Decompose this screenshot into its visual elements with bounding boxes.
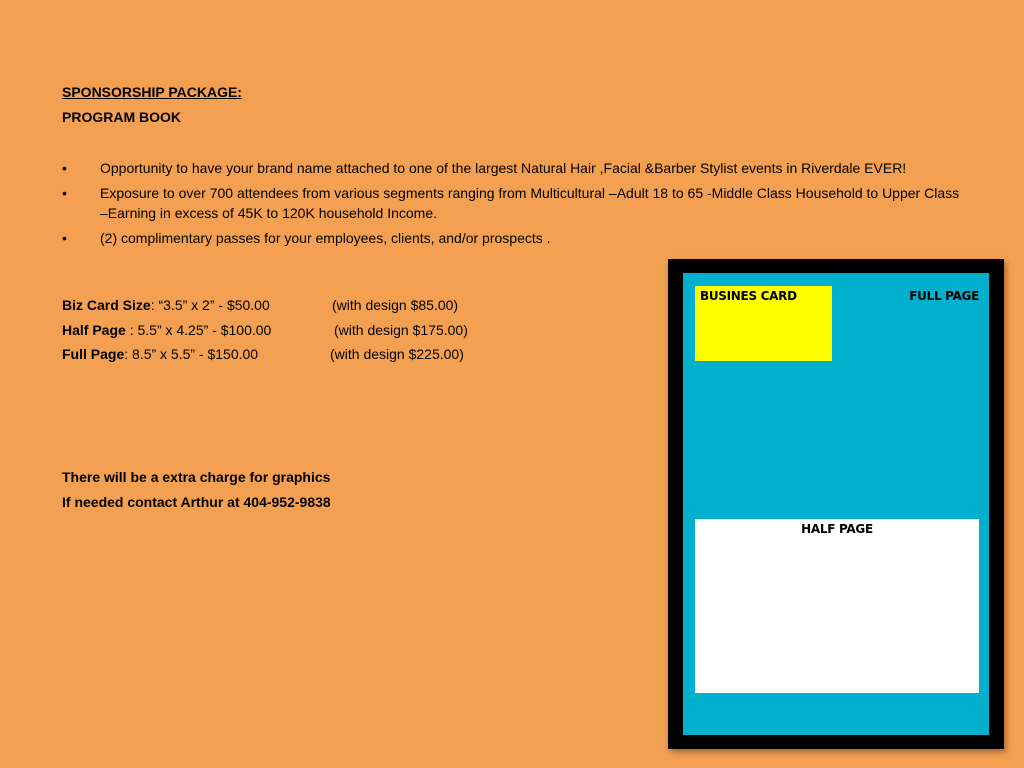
business-card-label: BUSINES CARD bbox=[700, 289, 797, 303]
benefit-item bbox=[62, 228, 962, 248]
bullet-marker: • bbox=[62, 185, 67, 201]
price-with-design: (with design $85.00) bbox=[332, 297, 459, 313]
benefits-list bbox=[62, 158, 962, 253]
price-name: Full Page bbox=[62, 346, 125, 362]
half-page-label: HALF PAGE bbox=[801, 522, 873, 536]
bullet-marker: • bbox=[62, 230, 67, 246]
package-subtitle: PROGRAM BOOK bbox=[62, 109, 181, 125]
benefit-text: Exposure to over 700 attendees from various segments ranging from Multicultural –Adult 18 to 65 -Middle Class Household to Upper Class –Earning in excess of 45K to 120K household Income. bbox=[100, 185, 960, 221]
ad-layout-diagram bbox=[668, 259, 1004, 749]
graphics-charge-note: There will be a extra charge for graphics bbox=[62, 469, 331, 485]
price-detail: : 5.5” x 4.25” - $100.00 bbox=[125, 322, 272, 338]
price-full-page bbox=[62, 346, 464, 362]
benefit-item bbox=[62, 158, 962, 178]
contact-note: If needed contact Arthur at 404-952-9838 bbox=[62, 494, 331, 510]
package-title: SPONSORSHIP PACKAGE: bbox=[62, 84, 242, 100]
business-card-area bbox=[695, 286, 832, 361]
price-detail: : “3.5” x 2” - $50.00 bbox=[150, 297, 270, 313]
half-page-area bbox=[695, 519, 979, 693]
price-with-design: (with design $175.00) bbox=[334, 322, 468, 338]
benefit-text: Opportunity to have your brand name attached to one of the largest Natural Hair ,Facial &Barber Stylist events in Riverdale EVER! bbox=[100, 160, 907, 176]
full-page-label: FULL PAGE bbox=[909, 289, 979, 303]
price-name: Half Page bbox=[62, 322, 126, 338]
benefit-text: (2) complimentary passes for your employees, clients, and/or prospects . bbox=[100, 230, 551, 246]
full-page-area bbox=[683, 273, 989, 735]
price-name: Biz Card Size bbox=[62, 297, 151, 313]
price-with-design: (with design $225.00) bbox=[330, 346, 464, 362]
benefit-item bbox=[62, 183, 962, 223]
price-biz-card bbox=[62, 297, 459, 313]
price-half-page bbox=[62, 322, 468, 338]
price-detail: : 8.5” x 5.5” - $150.00 bbox=[124, 346, 259, 362]
bullet-marker: • bbox=[62, 160, 67, 176]
